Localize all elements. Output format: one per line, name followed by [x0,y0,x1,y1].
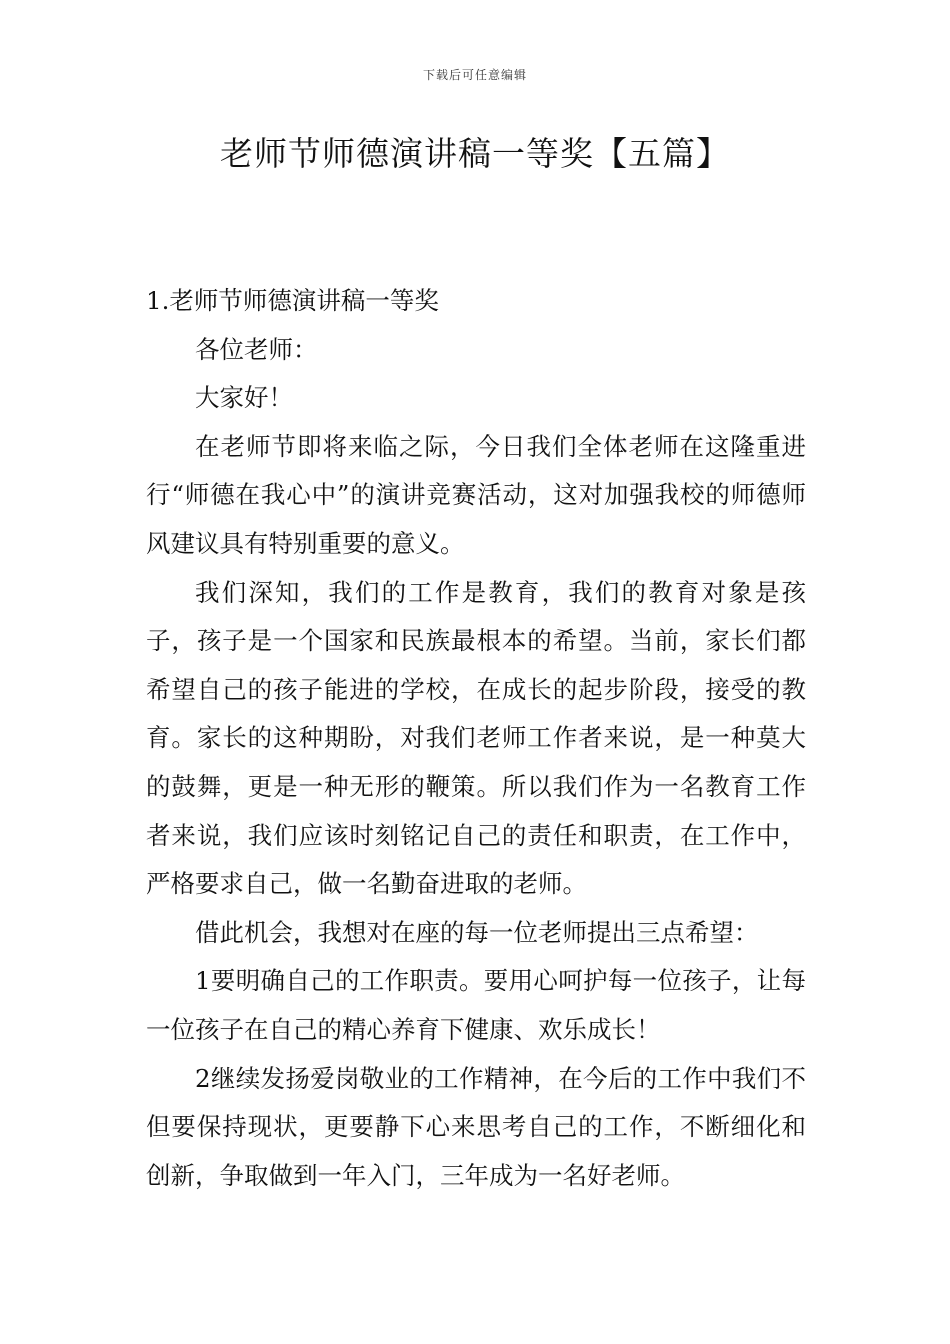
header-note: 下载后可任意编辑 [422,68,527,82]
document-body [146,277,806,1200]
paragraph-hope-1: 1要明确自己的工作职责。要用心呵护每一位孩子，让每一位孩子在自己的精心养育下健康、欢乐成长！ [146,966,806,1044]
paragraph-opening: 在老师节即将来临之际，今日我们全体老师在这隆重进行“师德在我心中”的演讲竞赛活动，这对加强我校的师德师风建议具有特别重要的意义。 [146,431,806,558]
paragraph-duty: 我们深知，我们的工作是教育，我们的教育对象是孩子，孩子是一个国家和民族最根本的希望。当前，家长们都希望自己的孩子能进的学校，在成长的起步阶段，接受的教育。家长的这种期盼，对我们老师工作者来说，是一种莫大的鼓舞，更是一种无形的鞭策。所以我们作为一名教育工作者来说，我们应该时刻铭记自己的责任和职责，在工作中，严格要求自己，做一名勤奋进取的老师。 [146,577,806,899]
paragraph-hopes-intro: 借此机会，我想对在座的每一位老师提出三点希望： [195,917,759,947]
paragraph-hope-2: 2继续发扬爱岗敬业的工作精神，在今后的工作中我们不但要保持现状，更要静下心来思考自己的工作，不断细化和创新，争取做到一年入门，三年成为一名好老师。 [146,1063,806,1190]
document-title: 老师节师德演讲稿一等奖【五篇】 [220,134,730,173]
greeting: 各位老师： [195,334,318,364]
salutation: 大家好！ [195,383,293,413]
section-heading: 1.老师节师德演讲稿一等奖 [146,286,439,315]
